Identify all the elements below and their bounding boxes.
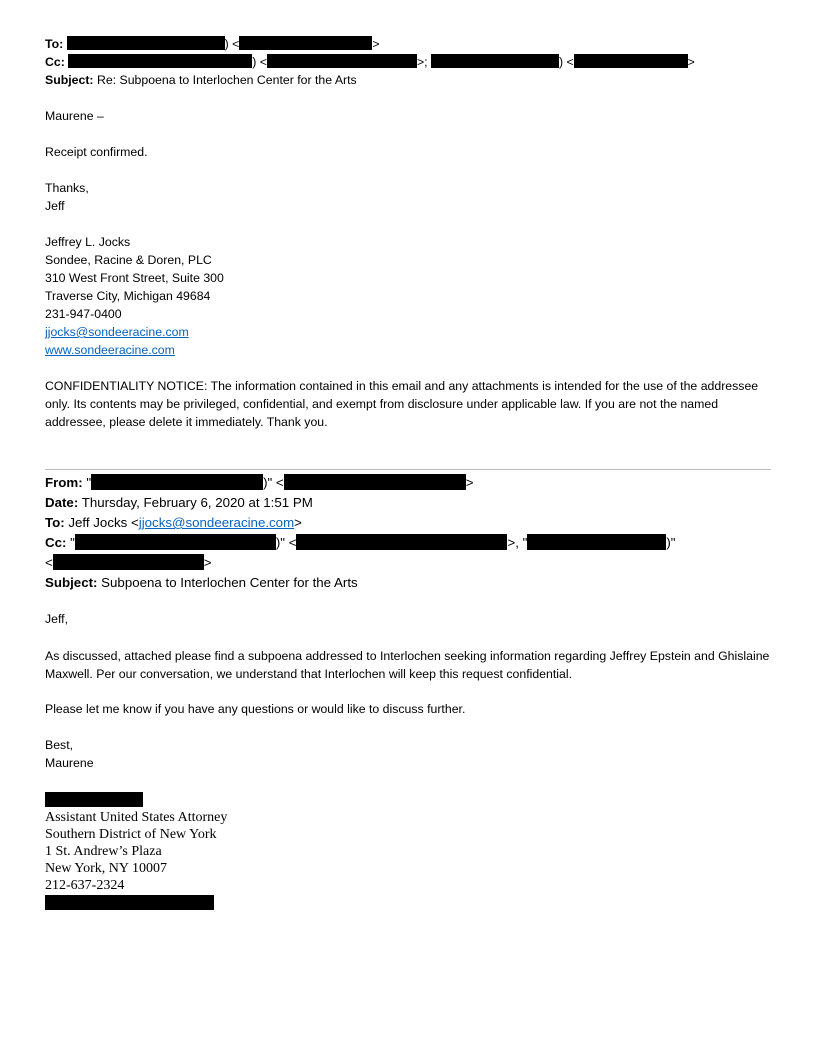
orig-from-line: From: " )" < >: [45, 475, 474, 490]
orig-sig-title: Assistant United States Attorney: [45, 810, 228, 825]
redaction: [296, 534, 507, 550]
redaction: [431, 54, 559, 68]
reply-to-line: To: ) < >: [45, 37, 380, 51]
reply-cc-line: Cc: ) < >; ) < >: [45, 55, 695, 69]
redaction: [67, 36, 225, 50]
to-email-link[interactable]: jjocks@sondeeracine.com: [138, 515, 295, 530]
reply-greeting: Maurene –: [45, 109, 104, 123]
redaction: [239, 36, 372, 50]
redaction: [284, 474, 466, 490]
reply-closing: Thanks,: [45, 181, 89, 195]
sig-full-name: Jeffrey L. Jocks: [45, 235, 131, 249]
divider: [45, 469, 771, 470]
sig-phone: 231-947-0400: [45, 307, 122, 321]
redaction: [45, 895, 214, 910]
orig-name: Maurene: [45, 756, 94, 770]
reply-subject-line: Subject: Re: Subpoena to Interlochen Center for the Arts: [45, 73, 357, 87]
orig-sig-office: Southern District of New York: [45, 827, 217, 842]
redaction: [527, 534, 666, 550]
sig-firm: Sondee, Racine & Doren, PLC: [45, 253, 212, 267]
orig-sig-address2: New York, NY 10007: [45, 861, 167, 876]
redaction: [45, 792, 143, 807]
sig-website-link[interactable]: www.sondeeracine.com: [45, 343, 175, 357]
reply-subject: Re: Subpoena to Interlochen Center for the Arts: [96, 73, 357, 87]
redaction: [53, 554, 204, 570]
orig-closing: Best,: [45, 738, 74, 752]
orig-sig-phone: 212-637-2324: [45, 878, 125, 893]
confidentiality-notice: CONFIDENTIALITY NOTICE: The information contained in this email and any attachments is intended for the use of the addressee only. Its contents may be privileged, confidential, and exempt from disclosure under applicable law. If you are not the named addressee, please delete it immediately. Thank you.: [45, 379, 759, 429]
sig-address1: 310 West Front Street, Suite 300: [45, 271, 224, 285]
orig-body-2: Please let me know if you have any questions or would like to discuss further.: [45, 702, 466, 716]
redaction: [75, 534, 276, 550]
reply-name: Jeff: [45, 199, 65, 213]
redaction: [68, 54, 252, 68]
redaction: [267, 54, 417, 68]
sig-address2: Traverse City, Michigan 49684: [45, 289, 211, 303]
orig-date-line: Date: Thursday, February 6, 2020 at 1:51 PM: [45, 495, 313, 510]
orig-body-1: As discussed, attached please find a subpoena addressed to Interlochen seeking information regarding Jeffrey Epstein and Ghislaine Maxwell. Per our conversation, we understand that Interlochen will keep this request confidential.: [45, 649, 770, 681]
redaction: [91, 474, 263, 490]
orig-greeting: Jeff,: [45, 612, 69, 626]
orig-cc-line-cont: < >: [45, 555, 212, 570]
sig-email-link[interactable]: jjocks@sondeeracine.com: [45, 325, 189, 339]
orig-subject-line: Subject: Subpoena to Interlochen Center for the Arts: [45, 575, 358, 590]
orig-sig-address1: 1 St. Andrew’s Plaza: [45, 844, 162, 859]
orig-to-line: To: Jeff Jocks <jjocks@sondeeracine.com>: [45, 515, 302, 530]
orig-cc-line: Cc: " )" < >, " )": [45, 535, 676, 550]
reply-body: Receipt confirmed.: [45, 145, 148, 159]
redaction: [574, 54, 688, 68]
